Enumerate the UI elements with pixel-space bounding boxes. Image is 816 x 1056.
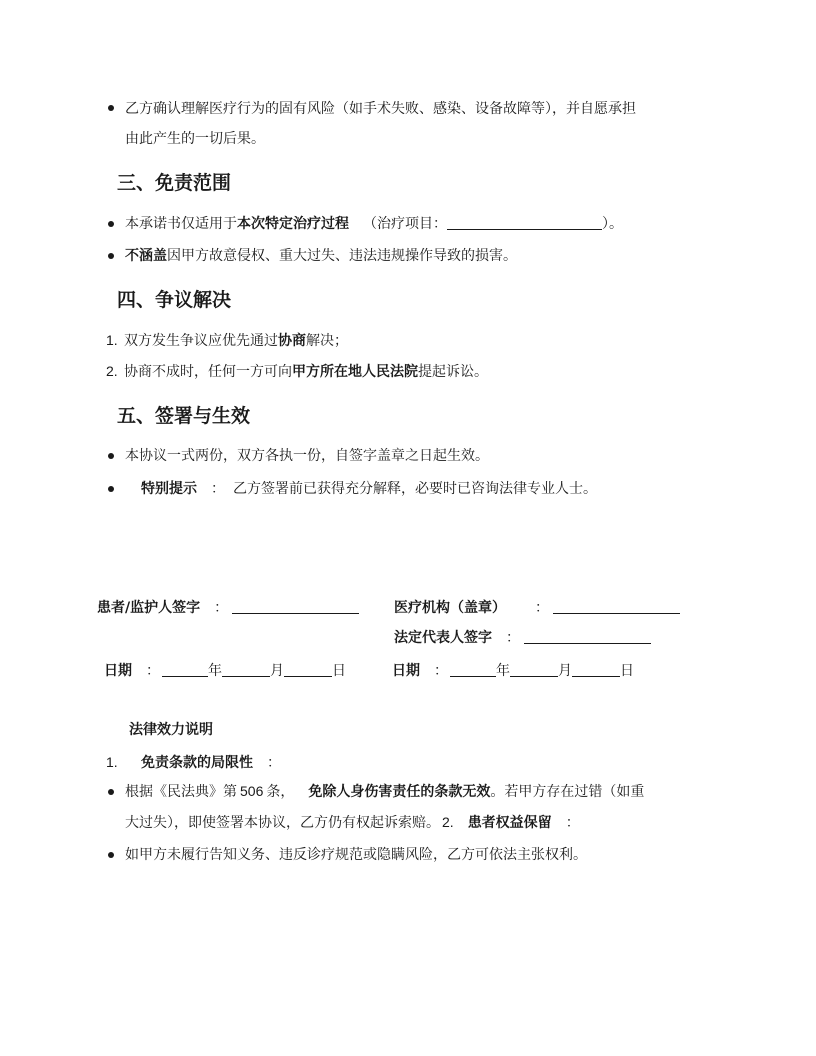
exclusion-text: 因甲方故意侵权、重大过失、违法违规操作导致的损害。 <box>167 248 517 264</box>
legal-text: 。若甲方存在过错（如重 <box>490 784 645 800</box>
section-5-title: 五、签署与生效 <box>117 405 251 427</box>
invalid-clause-bold: 免除人身伤害责任的条款无效 <box>308 784 491 800</box>
legal-bullet-1-line2 <box>125 812 580 832</box>
legal-bullet-1-line1 <box>125 781 644 801</box>
bullet-dot <box>108 221 114 227</box>
bullet-dot <box>108 486 114 492</box>
dispute-item-2 <box>106 361 488 381</box>
scope-end: ）。 <box>602 216 623 232</box>
patient-signature-field[interactable] <box>232 599 359 614</box>
effect-bullet-1: 本协议一式两份，双方各执一份，自签字盖章之日起生效。 <box>125 448 489 464</box>
bullet-dot <box>108 789 114 795</box>
month-label: 月 <box>270 663 284 679</box>
risk-text-line1: 乙方确认理解医疗行为的固有风险（如手术失败、感染、设备故障等），并自愿承担 <box>125 101 636 117</box>
month-label: 月 <box>558 663 572 679</box>
year-field[interactable] <box>450 662 496 677</box>
bullet-dot <box>108 852 114 858</box>
effect-bullet-2 <box>141 478 597 498</box>
special-note-text: 乙方签署前已获得充分解释，必要时已咨询法律专业人士。 <box>233 481 597 497</box>
patient-signature-row <box>97 597 359 617</box>
colon: ： <box>267 755 281 771</box>
bullet-dot <box>108 253 114 259</box>
bullet-dot <box>108 453 114 459</box>
dispute-text: 双方发生争议应优先通过 <box>124 333 278 349</box>
colon: ： <box>214 600 229 616</box>
colon: ： <box>146 663 160 679</box>
colon: ： <box>506 630 520 646</box>
institution-seal-label: 医疗机构（盖章） <box>394 600 499 616</box>
court-bold: 甲方所在地人民法院 <box>292 364 418 380</box>
year-field[interactable] <box>162 662 208 677</box>
treatment-item-blank[interactable] <box>447 215 602 230</box>
exclusion-bold: 不涵盖 <box>125 248 167 264</box>
institution-date-row <box>392 660 634 680</box>
scope-bold: 本次特定治疗过程 <box>237 216 349 232</box>
legal-rep-field[interactable] <box>524 629 651 644</box>
list-number: 1. <box>106 754 118 770</box>
legal-item-1 <box>106 752 281 772</box>
legal-rep-row <box>394 627 651 647</box>
year-label: 年 <box>496 663 510 679</box>
special-note-bold: 特别提示 <box>141 481 197 497</box>
treatment-label: （治疗项目： <box>363 216 447 232</box>
scope-bullet-2 <box>125 245 517 265</box>
year-label: 年 <box>208 663 222 679</box>
day-label: 日 <box>332 663 346 679</box>
dispute-text: 协商不成时，任何一方可向 <box>124 364 292 380</box>
legal-text: 条， <box>266 784 295 800</box>
list-number: 2. <box>442 814 454 830</box>
day-label: 日 <box>620 663 634 679</box>
bullet-dot <box>108 105 114 111</box>
patient-date-row <box>104 660 346 680</box>
scope-bullet-1 <box>125 213 623 233</box>
risk-text-line2: 由此产生的一切后果。 <box>125 131 265 147</box>
legal-text: 大过失），即使签署本协议，乙方仍有权起诉索赔。 <box>125 815 440 831</box>
colon: ： <box>434 663 448 679</box>
legal-text: 根据《民法典》第 <box>125 784 237 800</box>
legal-rep-label: 法定代表人签字 <box>394 630 492 646</box>
institution-seal-field[interactable] <box>553 599 680 614</box>
colon: ： <box>211 481 225 497</box>
institution-seal-row <box>394 597 680 617</box>
patient-signature-label: 患者/监护人签字 <box>97 600 201 616</box>
month-field[interactable] <box>510 662 558 677</box>
negotiation-bold: 协商 <box>278 333 306 349</box>
dispute-text-end: 提起诉讼。 <box>418 364 488 380</box>
section-3-title: 三、免责范围 <box>117 172 232 194</box>
day-field[interactable] <box>572 662 620 677</box>
legal-item-1-bold: 免责条款的局限性 <box>141 755 253 771</box>
legal-note-title: 法律效力说明 <box>129 722 213 738</box>
legal-bullet-2: 如甲方未履行告知义务、违反诊疗规范或隐瞒风险，乙方可依法主张权利。 <box>125 847 587 863</box>
dispute-text-end: 解决； <box>306 333 348 349</box>
section-4-title: 四、争议解决 <box>117 289 232 311</box>
day-field[interactable] <box>284 662 332 677</box>
legal-item-2-bold: 患者权益保留 <box>467 815 552 831</box>
date-label: 日期 <box>392 663 420 679</box>
article-number: 506 <box>240 783 264 799</box>
month-field[interactable] <box>222 662 270 677</box>
colon: ： <box>565 815 580 831</box>
colon: ： <box>535 600 549 616</box>
list-number: 1. <box>106 332 118 348</box>
dispute-item-1 <box>106 330 348 350</box>
scope-text: 本承诺书仅适用于 <box>125 216 237 232</box>
date-label: 日期 <box>104 663 132 679</box>
list-number: 2. <box>106 363 118 379</box>
